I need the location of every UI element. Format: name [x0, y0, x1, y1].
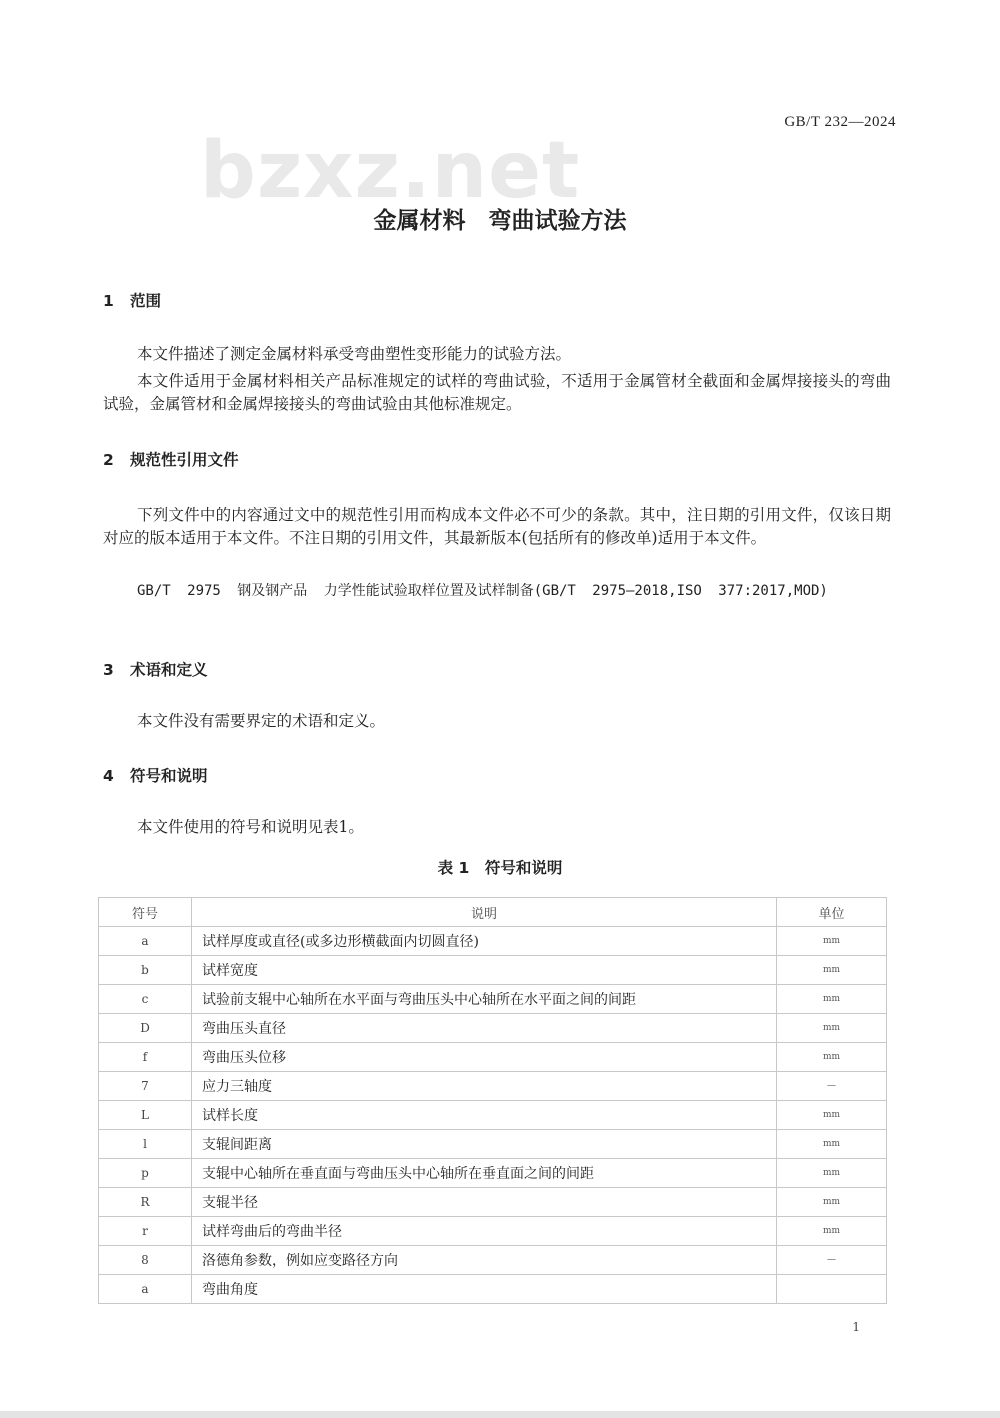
unit-cell: mm — [777, 1217, 887, 1246]
description-cell: 弯曲压头直径 — [192, 1014, 777, 1043]
symbol-cell: D — [99, 1014, 192, 1043]
table-row — [99, 927, 887, 956]
section-heading-3 — [103, 658, 208, 680]
unit-cell: — — [777, 1246, 887, 1275]
table-row — [99, 1130, 887, 1159]
description-cell: 试样厚度或直径(或多边形横截面内切圆直径) — [192, 927, 777, 956]
section-heading-2 — [103, 448, 239, 470]
symbol-cell: a — [99, 927, 192, 956]
unit-cell: — — [777, 1072, 887, 1101]
document-title: 金属材料 弯曲试验方法 — [373, 208, 627, 234]
section-title: 符号和说明 — [130, 767, 208, 785]
section-number: 2 — [103, 451, 114, 469]
paragraph: 本文件描述了测定金属材料承受弯曲塑性变形能力的试验方法。 — [137, 345, 572, 363]
symbol-cell: p — [99, 1159, 192, 1188]
description-cell: 试样宽度 — [192, 956, 777, 985]
description-cell: 支辊间距离 — [192, 1130, 777, 1159]
table-row — [99, 985, 887, 1014]
description-cell: 试验前支辊中心轴所在水平面与弯曲压头中心轴所在水平面之间的间距 — [192, 985, 777, 1014]
unit-cell: mm — [777, 1014, 887, 1043]
description-cell: 试样长度 — [192, 1101, 777, 1130]
description-cell: 洛德角参数，例如应变路径方向 — [192, 1246, 777, 1275]
description-cell: 支辊半径 — [192, 1188, 777, 1217]
unit-cell: mm — [777, 927, 887, 956]
symbol-cell: a — [99, 1275, 192, 1304]
symbol-cell: f — [99, 1043, 192, 1072]
unit-cell: mm — [777, 985, 887, 1014]
table-row — [99, 1246, 887, 1275]
symbol-cell: r — [99, 1217, 192, 1246]
table-row — [99, 1014, 887, 1043]
paragraph: 本文件适用于金属材料相关产品标准规定的试样的弯曲试验，不适用于金属管材全截面和金属焊接接头的弯曲试验，金属管材和金属焊接接头的弯曲试验由其他标准规定。 — [103, 372, 891, 413]
page-number: 1 — [852, 1320, 860, 1334]
section-number: 4 — [103, 767, 114, 785]
table-row — [99, 1043, 887, 1072]
symbols-table — [98, 897, 887, 1304]
standard-number: GB/T 232—2024 — [784, 114, 896, 130]
table-row — [99, 1275, 887, 1304]
symbol-cell: 8 — [99, 1246, 192, 1275]
unit-cell: mm — [777, 1130, 887, 1159]
section-number: 1 — [103, 292, 114, 310]
unit-cell: mm — [777, 956, 887, 985]
paragraph: 本文件使用的符号和说明见表1。 — [137, 818, 364, 836]
table-row — [99, 1101, 887, 1130]
unit-cell: mm — [777, 1188, 887, 1217]
unit-cell: mm — [777, 1159, 887, 1188]
symbol-cell: L — [99, 1101, 192, 1130]
symbol-cell: 7 — [99, 1072, 192, 1101]
watermark: bzxz.net — [200, 126, 581, 216]
unit-cell — [777, 1275, 887, 1304]
table-row — [99, 1217, 887, 1246]
table-row — [99, 1188, 887, 1217]
header-unit: 单位 — [777, 898, 887, 927]
section-title: 规范性引用文件 — [130, 451, 239, 469]
section-heading-4 — [103, 764, 208, 786]
normative-reference: GB/T 2975 钢及钢产品 力学性能试验取样位置及试样制备(GB/T 2975—2018,ISO 377:2017,MOD) — [137, 583, 828, 599]
paragraph: 下列文件中的内容通过文中的规范性引用而构成本文件必不可少的条款。其中，注日期的引用文件，仅该日期对应的版本适用于本文件。不注日期的引用文件，其最新版本(包括所有的修改单)适用于本文件。 — [103, 506, 891, 547]
description-cell: 试样弯曲后的弯曲半径 — [192, 1217, 777, 1246]
description-cell: 支辊中心轴所在垂直面与弯曲压头中心轴所在垂直面之间的间距 — [192, 1159, 777, 1188]
header-symbol: 符号 — [99, 898, 192, 927]
table-row — [99, 956, 887, 985]
table-caption: 表 1 符号和说明 — [437, 859, 563, 877]
section-title: 术语和定义 — [130, 661, 208, 679]
description-cell: 弯曲角度 — [192, 1275, 777, 1304]
table-row — [99, 1072, 887, 1101]
page-bottom-edge — [0, 1411, 1000, 1418]
symbol-cell: l — [99, 1130, 192, 1159]
section-title: 范围 — [130, 292, 162, 310]
table-row — [99, 1159, 887, 1188]
symbol-cell: c — [99, 985, 192, 1014]
section-number: 3 — [103, 661, 114, 679]
header-description: 说明 — [192, 898, 777, 927]
symbol-cell: R — [99, 1188, 192, 1217]
section-heading-1 — [103, 289, 161, 311]
description-cell: 应力三轴度 — [192, 1072, 777, 1101]
paragraph: 本文件没有需要界定的术语和定义。 — [137, 712, 386, 730]
description-cell: 弯曲压头位移 — [192, 1043, 777, 1072]
unit-cell: mm — [777, 1101, 887, 1130]
symbol-cell: b — [99, 956, 192, 985]
table-header-row — [99, 898, 887, 927]
unit-cell: mm — [777, 1043, 887, 1072]
